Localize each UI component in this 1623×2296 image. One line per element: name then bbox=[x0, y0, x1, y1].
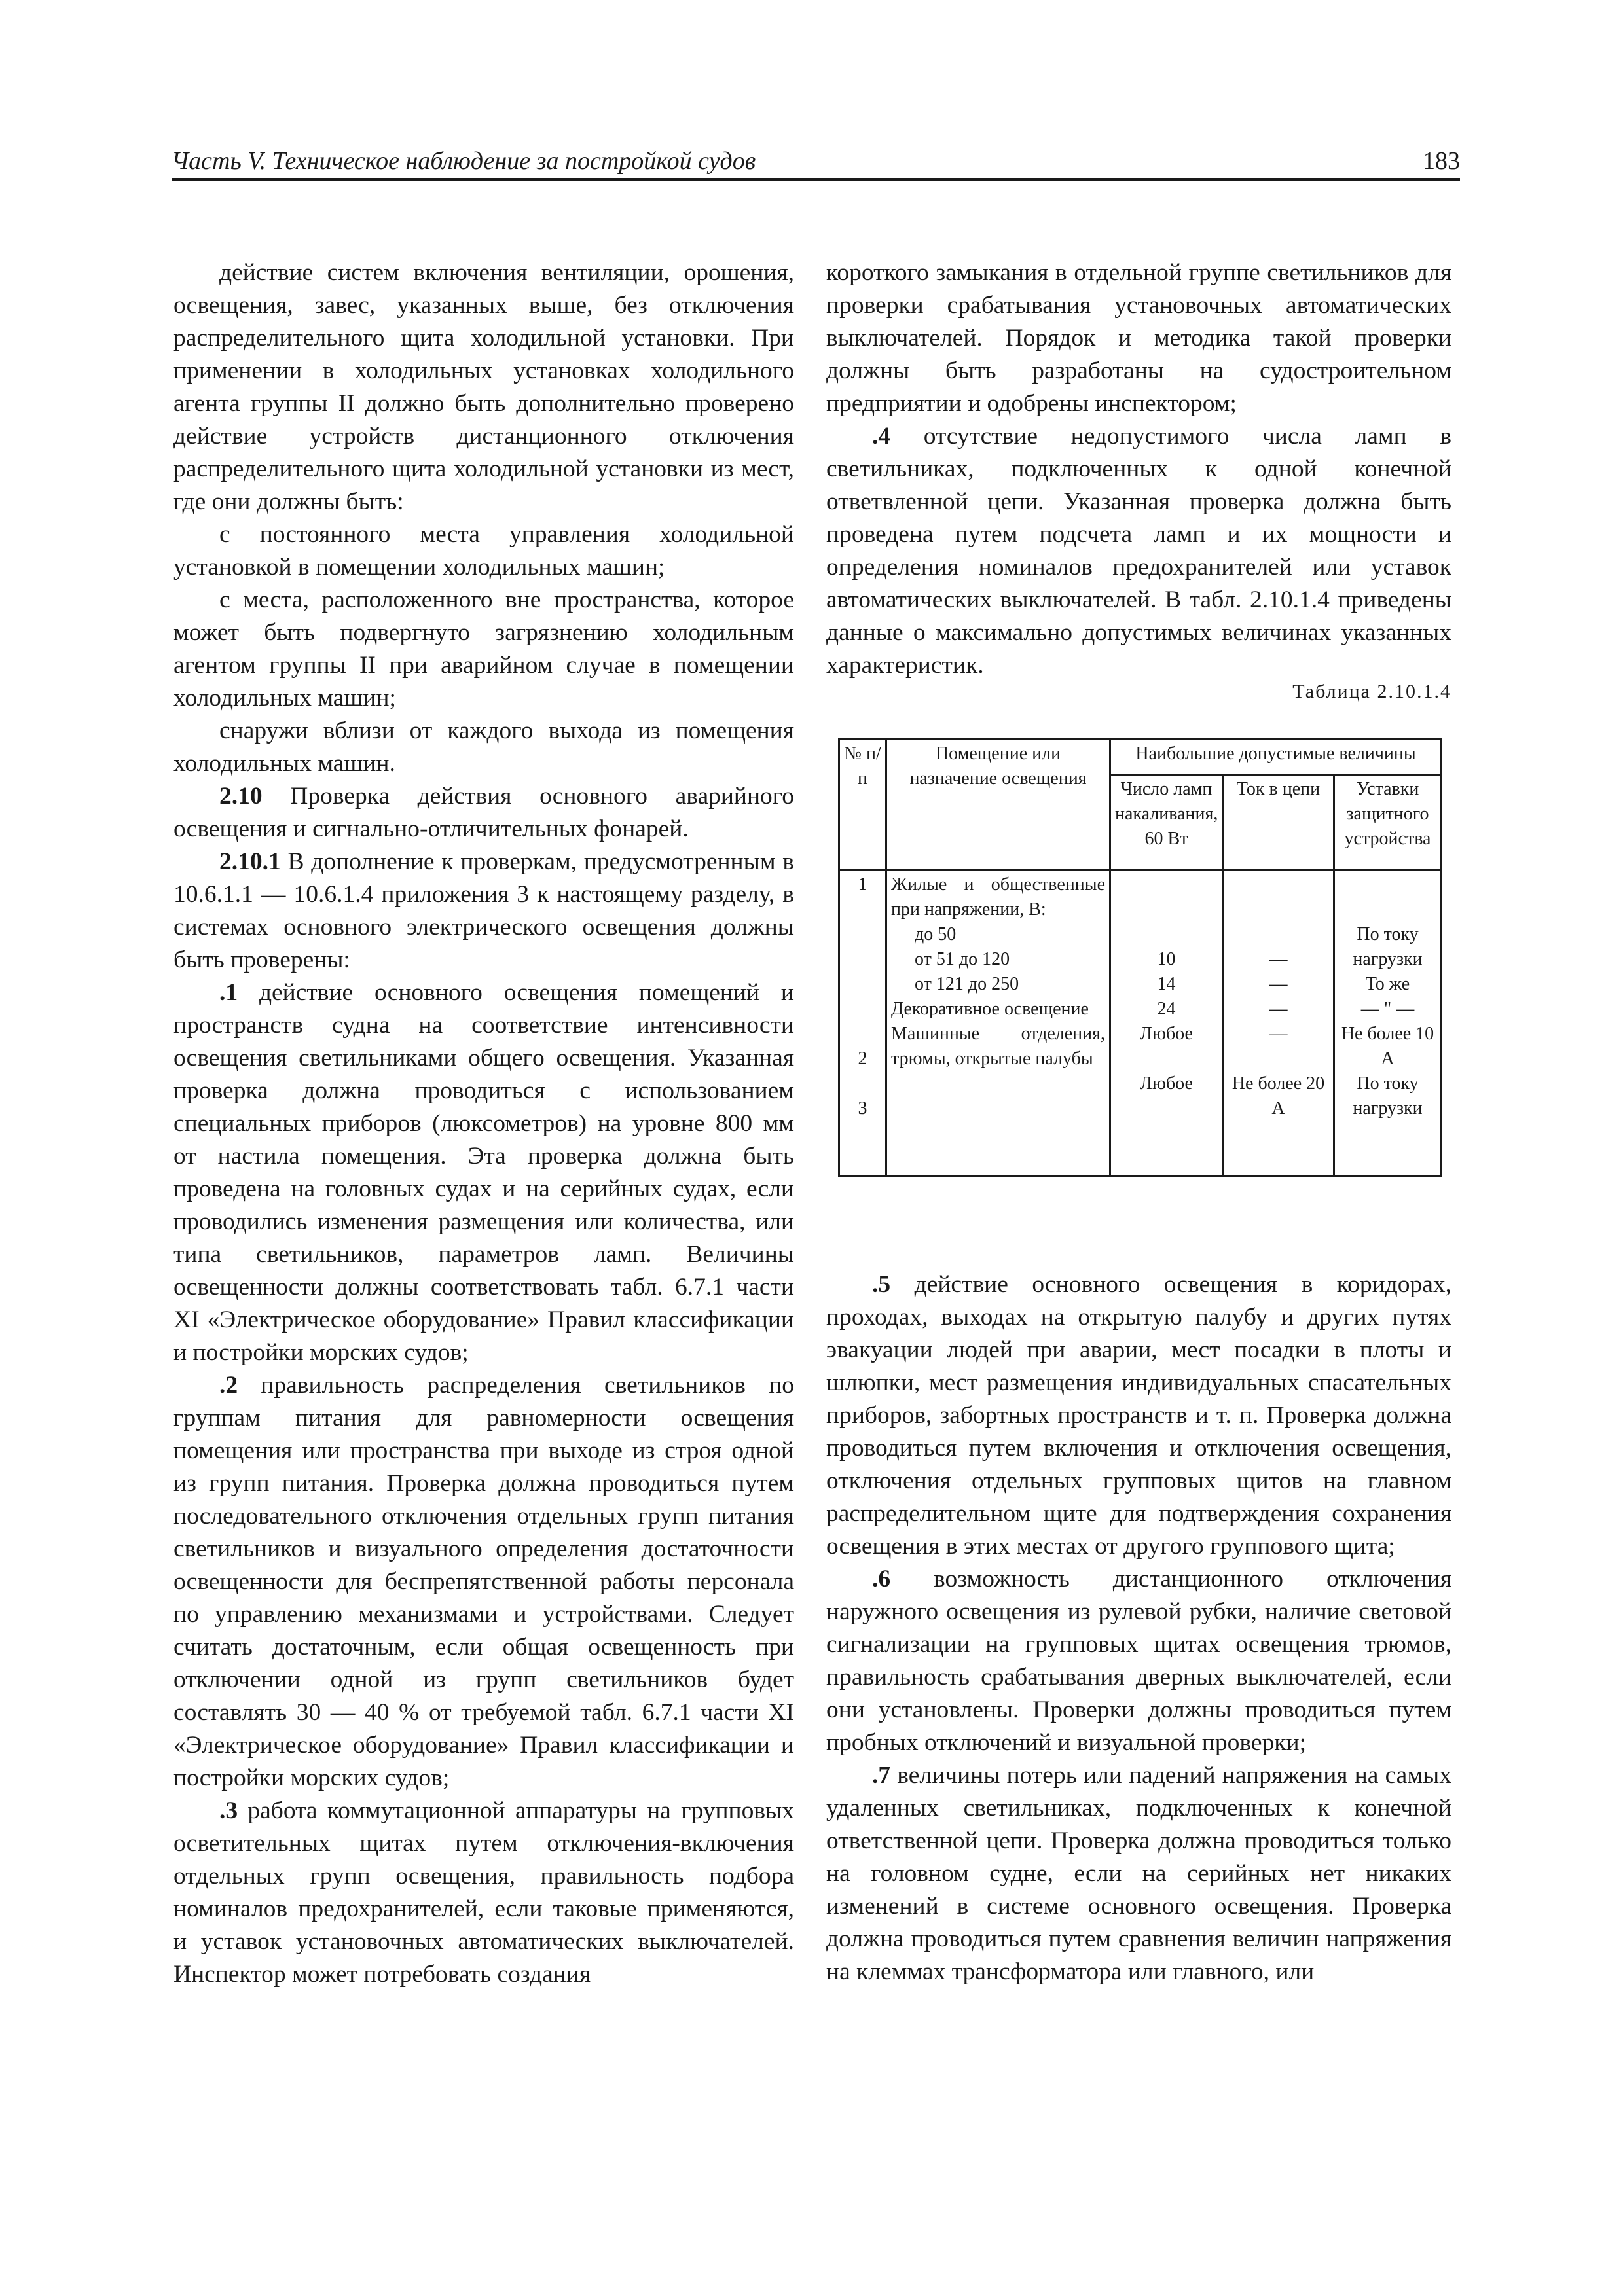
setting-value: По току нагрузки bbox=[1353, 924, 1423, 970]
item-number: .7 bbox=[872, 1762, 891, 1789]
item-4 bbox=[826, 420, 1451, 682]
right-column-top bbox=[826, 257, 1451, 682]
lighting-limits-table bbox=[838, 738, 1442, 1177]
room-text: Декоративное освещение bbox=[891, 999, 1089, 1020]
lamps-value: Любое bbox=[1140, 1073, 1193, 1094]
item-text: возможность дистанционного отключения наружного освещения из рулевой рубки, наличие световой сигнализации на групповых щитах освещения трюмов, правильность срабатывания дверных выключателей, если они установлены. Проверки должны проводиться путем пробных отключений и визуальной проверки; bbox=[826, 1566, 1451, 1756]
item-2 bbox=[173, 1369, 794, 1795]
setting-value: Не более 10 А bbox=[1341, 1024, 1434, 1069]
item-6 bbox=[826, 1563, 1451, 1759]
header-room: Помещение или назначение освещения bbox=[886, 740, 1110, 870]
paragraph: короткого замыкания в отдельной группе светильников для проверки срабатывания установочных автоматических выключателей. Порядок и методика такой проверки должны быть разработаны на судостроительном предприятии и одобрены инспектором; bbox=[826, 259, 1451, 417]
running-header bbox=[172, 143, 1460, 179]
section-number: 2.10 bbox=[219, 783, 263, 810]
table-header-row bbox=[839, 740, 1442, 775]
item-7 bbox=[826, 1759, 1451, 1988]
current-value: Не более 20 А bbox=[1231, 1073, 1325, 1119]
row-number: 1 bbox=[858, 874, 867, 895]
room-subitem: до 50 bbox=[915, 924, 957, 945]
item-5 bbox=[826, 1268, 1451, 1563]
lamps-value: 10 bbox=[1157, 949, 1176, 970]
row-number: 2 bbox=[858, 1049, 867, 1069]
item-text: действие основного освещения в коридорах, проходах, выходах на открытую палубу и других путях эвакуации людей при аварии, мест посадки в плоты и шлюпки, мест размещения индивидуальных спасательных приборов, забортных пространств и т. п. Проверка должна проводиться путем включения и отключения освещения, отключения отдельных групповых щитов на главном распределительном щите для подтверждения сохранения освещения в этих местах от другого группового щита; bbox=[826, 1271, 1451, 1560]
section-2-10 bbox=[173, 780, 794, 846]
item-3 bbox=[173, 1795, 794, 1991]
item-text: действие основного освещения помещений и пространств судна на соответствие интенсивности освещения светильниками общего освещения. Указанная проверка должна проводиться с использованием специальных приборов (люксометров) на уровне 800 мм от настила помещения. Эта проверка должна быть проведена на головных судах и на серийных судах, если проводились изменения размещения или количества, или типа светильников, параметров ламп. Величины освещенности должны соответствовать табл. 6.7.1 части XI «Электрическое оборудование» Правил классификации и постройки морских судов; bbox=[173, 979, 794, 1366]
room-text: Жилые и общественные при напряжении, В: bbox=[891, 874, 1105, 920]
page-number: 183 bbox=[1423, 147, 1460, 175]
current-value: — bbox=[1269, 1024, 1288, 1045]
item-number: .2 bbox=[219, 1372, 238, 1399]
current-value: — bbox=[1269, 974, 1288, 995]
item-text: правильность распределения светильников по группам питания для равномерности освещения помещения или пространства при выходе из строя одной из групп питания. Проверка должна проводиться путем последовательного отключения отдельных групп питания светильников и визуального определения достаточности освещенности для беспрепятственной работы персонала по управлению механизмами и устройствами. Следует считать достаточным, если общая освещенность при отключении одной из групп светильников будет составлять 30 — 40 % от требуемой табл. 6.7.1 части XI «Электрическое оборудование» Правил классификации и постройки морских судов; bbox=[173, 1372, 794, 1791]
room-subitem: от 51 до 120 bbox=[915, 949, 1010, 970]
header-rule bbox=[172, 178, 1460, 181]
setting-value: По току нагрузки bbox=[1353, 1073, 1423, 1119]
item-text: величины потерь или падений напряжения на самых удаленных светильниках, подключенных к конечной ответственной цепи. Проверка должна проводиться только на головном судне, если на серийных нет никаких изменений в системе основного освещения. Проверка должна проводиться путем сравнения величин напряжения на клеммах трансформатора или главного, или bbox=[826, 1762, 1451, 1985]
cell-current bbox=[1223, 870, 1334, 1176]
table-caption: Таблица 2.10.1.4 bbox=[1292, 681, 1451, 702]
header-num: № п/п bbox=[839, 740, 886, 870]
cell-room bbox=[886, 870, 1110, 1176]
cell-num bbox=[839, 870, 886, 1176]
section-number: 2.10.1 bbox=[219, 848, 281, 875]
current-value: — bbox=[1269, 999, 1288, 1020]
left-column bbox=[173, 257, 794, 1991]
lamps-value: 24 bbox=[1157, 999, 1176, 1020]
table-row bbox=[839, 870, 1442, 1176]
header-current: Ток в цепи bbox=[1223, 775, 1334, 870]
header-settings: Уставки защитного устройства bbox=[1334, 775, 1442, 870]
header-group: Наибольшие допустимые величины bbox=[1110, 740, 1442, 775]
lamps-value: 14 bbox=[1157, 974, 1176, 995]
item-text: отсутствие недопустимого числа ламп в светильниках, подключенных к одной конечной ответвленной цепи. Указанная проверка должна быть проведена путем подсчета ламп и их мощности и определения номиналов предохранителей или уставок автоматических выключателей. В табл. 2.10.1.4 приведены данные о максимально допустимых величинах указанных характеристик. bbox=[826, 423, 1451, 679]
room-text: Машинные отделения, трюмы, открытые палубы bbox=[891, 1024, 1105, 1069]
item-number: .6 bbox=[872, 1566, 891, 1592]
paragraph: с постоянного места управления холодильной установкой в помещении холодильных машин; bbox=[173, 521, 794, 581]
cell-lamps bbox=[1110, 870, 1223, 1176]
right-column-bottom bbox=[826, 1268, 1451, 1988]
section-text: Проверка действия основного аварийного освещения и сигнально-отличительных фонарей. bbox=[173, 783, 794, 842]
current-value: — bbox=[1269, 949, 1288, 970]
section-text: В дополнение к проверкам, предусмотренным в 10.6.1.1 — 10.6.1.4 приложения 3 к настоящему разделу, в системах основного электрического освещения должны быть проверены: bbox=[173, 848, 794, 973]
lamps-value: Любое bbox=[1140, 1024, 1193, 1045]
room-subitem: от 121 до 250 bbox=[915, 974, 1019, 995]
paragraph: действие систем включения вентиляции, орошения, освещения, завес, указанных выше, без отключения распределительного щита холодильной установки. При применении в холодильных установках холодильного агента группы II должно быть дополнительно проверено действие устройств дистанционного отключения распределительного щита холодильной установки из мест, где они должны быть: bbox=[173, 259, 794, 515]
section-2-10-1 bbox=[173, 846, 794, 977]
item-number: .4 bbox=[872, 423, 891, 450]
item-text: работа коммутационной аппаратуры на групповых осветительных щитах путем отключения-включения отдельных групп освещения, правильность подбора номиналов предохранителей, если таковые применяются, и уставок установочных автоматических выключателей. Инспектор может потребовать создания bbox=[173, 1797, 794, 1988]
item-number: .1 bbox=[219, 979, 238, 1006]
header-lamps: Число ламп накаливания, 60 Вт bbox=[1110, 775, 1223, 870]
running-title: Часть V. Техническое наблюдение за постройкой судов bbox=[172, 147, 756, 175]
paragraph: снаружи вблизи от каждого выхода из помещения холодильных машин. bbox=[173, 717, 794, 777]
paragraph: с места, расположенного вне пространства, которое может быть подвергнуто загрязнению холодильным агентом группы II при аварийном случае в помещении холодильных машин; bbox=[173, 586, 794, 711]
row-number: 3 bbox=[858, 1098, 867, 1119]
item-1 bbox=[173, 977, 794, 1369]
item-number: .5 bbox=[872, 1271, 891, 1298]
cell-settings bbox=[1334, 870, 1442, 1176]
setting-value: То же bbox=[1365, 974, 1410, 995]
item-number: .3 bbox=[219, 1797, 238, 1824]
setting-value: — " — bbox=[1360, 999, 1415, 1020]
